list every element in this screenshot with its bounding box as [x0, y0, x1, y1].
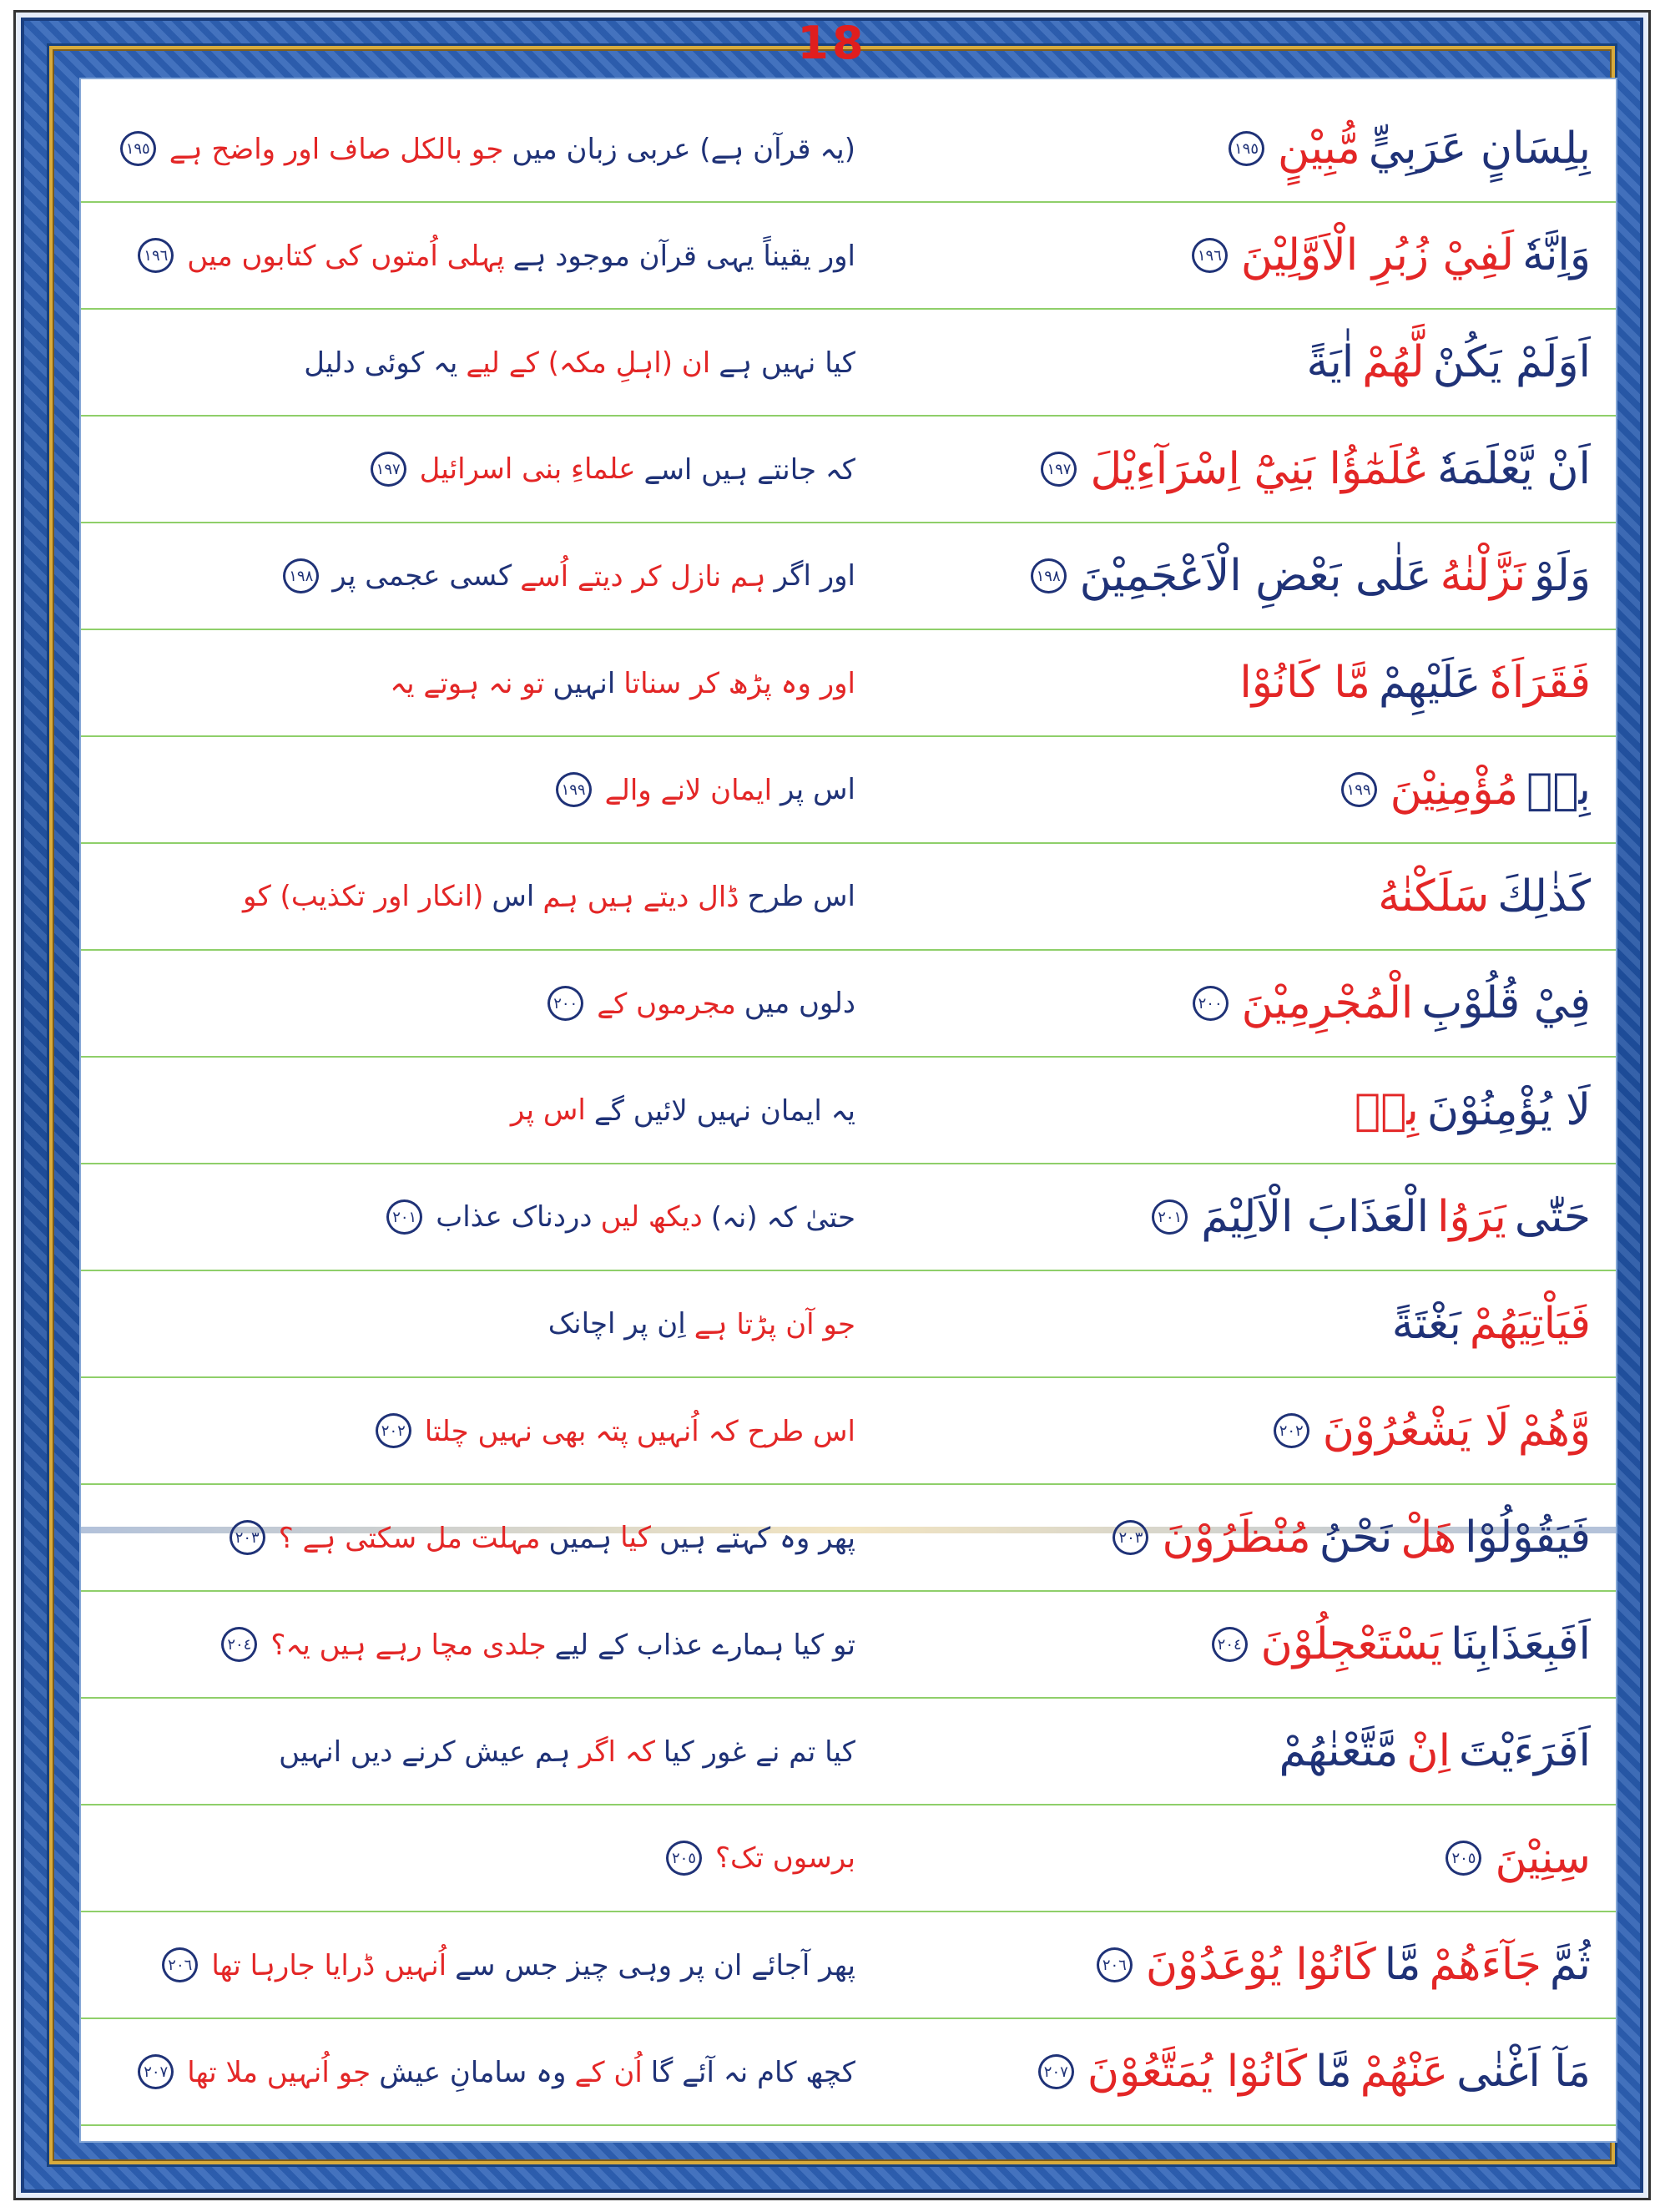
verse-row — [81, 417, 1616, 523]
arabic-text-segment: لَّهُمْ — [1362, 337, 1425, 387]
urdu-text-segment: یہ کوئی دلیل — [304, 346, 458, 380]
arabic-text-segment: مُؤْمِنِيْنَ — [1390, 765, 1519, 815]
urdu-translation — [113, 1805, 855, 1911]
urdu-text-segment: کچھ کام نہ آئے گا — [650, 2055, 855, 2089]
urdu-text-segment: حتیٰ کہ (نہ) — [710, 1200, 855, 1235]
arabic-verse — [881, 523, 1591, 629]
urdu-text-segment: برسوں تک؟ — [715, 1841, 855, 1875]
verse-row — [81, 1805, 1616, 1912]
urdu-text-segment: کسی عجمی پر — [332, 559, 512, 593]
arabic-verse — [881, 2019, 1591, 2124]
page-frame — [13, 10, 1651, 2200]
ayah-number-marker: ٢٠١ — [1152, 1199, 1188, 1235]
arabic-text-segment: اٰيَةً — [1306, 337, 1355, 387]
urdu-translation — [113, 203, 855, 308]
verse-row — [81, 1164, 1616, 1271]
arabic-text-segment: بِلِسَانٍ عَرَبِيٍّ — [1368, 124, 1591, 174]
arabic-text-segment: مُنْظَرُوْنَ — [1162, 1513, 1311, 1563]
arabic-verse — [881, 1164, 1591, 1270]
urdu-text-segment: جلدی مچا رہے ہیں یہ؟ — [270, 1628, 547, 1662]
arabic-text-segment: كَانُوْا يُوْعَدُوْنَ — [1145, 1940, 1376, 1990]
urdu-text-segment: ہم نازل کر دیتے اُسے — [520, 559, 766, 593]
arabic-text-segment: يَسْتَعْجِلُوْنَ — [1260, 1619, 1443, 1669]
ayah-number-marker: ٢٠٥ — [1446, 1841, 1481, 1876]
arabic-verse — [881, 1485, 1591, 1590]
urdu-text-segment: پھر وہ کہتے ہیں — [658, 1521, 855, 1555]
urdu-translation — [113, 417, 855, 522]
urdu-text-segment: اُن کے — [574, 2055, 643, 2089]
urdu-text-segment: کیا — [620, 1521, 651, 1554]
arabic-text-segment: مُّبِيْنٍ — [1278, 124, 1360, 174]
arabic-text-segment: حَتّٰى — [1514, 1192, 1591, 1242]
ayah-number-marker: ٢٠٧ — [1038, 2054, 1074, 2089]
ayah-number-marker: ٢٠١ — [386, 1199, 422, 1235]
arabic-text-segment: نَزَّلْنٰهُ — [1440, 551, 1526, 601]
verse-row — [81, 1485, 1616, 1592]
urdu-text-segment: اور یقیناً یہی قرآن موجود ہے — [512, 239, 855, 273]
urdu-text-segment: دیکھ لیں — [600, 1200, 703, 1234]
urdu-translation — [113, 523, 855, 629]
verse-row — [81, 203, 1616, 310]
arabic-text-segment: فَيَاْتِيَهُمْ — [1469, 1299, 1591, 1349]
urdu-text-segment: تو نہ ہوتے یہ — [390, 666, 545, 700]
urdu-text-segment: پتہ بھی نہیں چلتا — [424, 1414, 628, 1448]
urdu-text-segment: کہ اگر — [578, 1735, 655, 1769]
ayah-number-marker: ٢٠٤ — [1212, 1627, 1248, 1662]
arabic-text-segment: مَّتَّعْنٰهُمْ — [1279, 1726, 1399, 1776]
urdu-text-segment: یہ ایمان نہیں لائیں گے — [593, 1093, 855, 1128]
arabic-text-segment: يَرَوُا — [1437, 1192, 1506, 1242]
page-number: 18 — [797, 17, 867, 69]
ayah-number-marker: ٢٠٤ — [221, 1627, 257, 1662]
urdu-text-segment: علماءِ بنی اسرائیل — [419, 452, 636, 486]
ayah-number-marker: ٢٠٧ — [138, 2054, 174, 2089]
arabic-text-segment: لَا يُؤْمِنُوْنَ — [1426, 1085, 1591, 1135]
arabic-text-segment: مَّا — [1315, 2047, 1352, 2097]
arabic-text-segment: ثُمَّ — [1549, 1940, 1591, 1990]
urdu-text-segment: جو آن پڑتا ہے — [694, 1307, 855, 1341]
ayah-number-marker: ١٩٦ — [1192, 238, 1228, 273]
urdu-text-segment: کہ جانتے ہیں اسے — [643, 452, 855, 487]
urdu-translation — [113, 1699, 855, 1804]
arabic-text-segment: عُلَمٰٓؤُا بَنِيْٓ اِسْرَآءِيْلَ — [1090, 444, 1430, 494]
arabic-text-segment: بِهٖ — [1354, 1085, 1419, 1135]
arabic-verse — [881, 1805, 1591, 1911]
ayah-number-marker: ١٩٥ — [1229, 131, 1264, 166]
urdu-translation — [113, 1378, 855, 1483]
urdu-text-segment: دلوں میں — [744, 987, 855, 1020]
arabic-text-segment: مَّا كَانُوْا — [1239, 658, 1370, 708]
urdu-translation — [113, 630, 855, 735]
arabic-text-segment: جَآءَهُمْ — [1429, 1940, 1541, 1990]
urdu-text-segment: ہم عیش کرنے دیں انہیں — [279, 1735, 571, 1769]
urdu-text-segment: اس طرح کہ اُنہیں — [636, 1414, 855, 1448]
arabic-text-segment: فَيَقُوْلُوْا — [1465, 1513, 1591, 1563]
urdu-text-segment: ڈال دیتے ہیں ہم — [542, 880, 739, 914]
arabic-text-segment: فِيْ قُلُوْبِ — [1421, 978, 1591, 1028]
arabic-verse — [881, 310, 1591, 415]
urdu-text-segment: (انکار اور تکذیب) کو — [243, 880, 484, 913]
urdu-text-segment: ایمان لانے والے — [604, 773, 773, 807]
urdu-translation — [113, 1271, 855, 1376]
urdu-text-segment: اور وہ پڑھ کر سناتا — [623, 666, 855, 700]
arabic-verse — [881, 737, 1591, 842]
urdu-text-segment: مہلت مل سکتی ہے ؟ — [278, 1521, 541, 1555]
urdu-text-segment: اس پر — [510, 1093, 586, 1127]
arabic-verse — [881, 951, 1591, 1056]
urdu-translation — [113, 96, 855, 201]
urdu-text-segment: اس طرح — [747, 880, 855, 913]
arabic-text-segment: بَغْتَةً — [1391, 1299, 1461, 1349]
verse-row — [81, 844, 1616, 951]
arabic-verse — [881, 96, 1591, 201]
arabic-text-segment: هَلْ — [1400, 1513, 1457, 1563]
arabic-text-segment: فَقَرَاَهٗ — [1489, 658, 1591, 708]
urdu-translation — [113, 310, 855, 415]
urdu-translation — [113, 1058, 855, 1163]
urdu-text-segment: دردناک عذاب — [436, 1200, 593, 1234]
ayah-number-marker: ٢٠٦ — [1097, 1947, 1133, 1982]
arabic-text-segment: الْعَذَابَ الْاَلِيْمَ — [1201, 1192, 1430, 1242]
arabic-text-segment: كَانُوْا يُمَتَّعُوْنَ — [1087, 2047, 1308, 2097]
arabic-text-segment: لَفِيْ زُبُرِ الْاَوَّلِيْنَ — [1240, 230, 1515, 280]
arabic-text-segment: وَلَوْ — [1534, 551, 1591, 601]
arabic-verse — [881, 1592, 1591, 1697]
arabic-verse — [881, 844, 1591, 949]
arabic-text-segment: اِنْ — [1406, 1726, 1451, 1776]
urdu-translation — [113, 1912, 855, 2018]
arabic-text-segment: مَّا — [1384, 1940, 1421, 1990]
urdu-translation — [113, 844, 855, 949]
urdu-text-segment: جو بالکل صاف اور واضح ہے — [169, 132, 504, 166]
urdu-text-segment: (یہ قرآن ہے) عربی زبان میں — [512, 132, 855, 166]
ayah-number-marker: ١٩٥ — [120, 131, 156, 166]
urdu-text-segment: وہ سامانِ عیش — [379, 2055, 567, 2089]
arabic-text-segment: نَحْنُ — [1319, 1513, 1393, 1563]
arabic-text-segment: اَنْ يَّعْلَمَهٗ — [1437, 444, 1591, 494]
verse-row — [81, 1912, 1616, 2019]
arabic-text-segment: مَآ اَغْنٰى — [1456, 2047, 1591, 2097]
arabic-verse — [881, 630, 1591, 735]
arabic-text-segment: لَا يَشْعُرُوْنَ — [1322, 1406, 1510, 1456]
verse-row — [81, 1699, 1616, 1805]
ayah-number-marker: ٢٠٠ — [547, 986, 583, 1021]
urdu-text-segment: اس پر — [780, 773, 855, 806]
urdu-text-segment: جو اُنہیں ملا تھا — [187, 2055, 371, 2089]
arabic-text-segment: عَلٰى بَعْضِ الْاَعْجَمِيْنَ — [1079, 551, 1432, 601]
arabic-verse — [881, 203, 1591, 308]
verse-row — [81, 96, 1616, 203]
ayah-number-marker: ٢٠٥ — [666, 1841, 702, 1876]
urdu-text-segment: تو کیا ہمارے عذاب کے لیے — [554, 1628, 855, 1662]
verse-row — [81, 1058, 1616, 1164]
urdu-text-segment: مجرموں کے — [597, 987, 736, 1021]
arabic-text-segment: اَفَرَءَيْتَ — [1459, 1726, 1591, 1776]
ayah-number-marker: ٢٠٣ — [230, 1520, 265, 1555]
arabic-text-segment: عَلَيْهِمْ — [1378, 658, 1481, 708]
arabic-verse — [881, 417, 1591, 522]
urdu-text-segment: پہلی اُمتوں کی کتابوں میں — [187, 239, 505, 273]
urdu-text-segment: اِن پر اچانک — [547, 1307, 686, 1341]
arabic-text-segment: اَفَبِعَذَابِنَا — [1451, 1619, 1591, 1669]
arabic-verse — [881, 1912, 1591, 2018]
arabic-verse — [881, 1058, 1591, 1163]
arabic-text-segment: سِنِيْنَ — [1495, 1833, 1591, 1883]
verse-row — [81, 523, 1616, 630]
urdu-translation — [113, 1164, 855, 1270]
urdu-text-segment: انہیں — [552, 666, 616, 700]
arabic-text-segment: اَوَلَمْ يَكُنْ — [1432, 337, 1591, 387]
verse-row — [81, 737, 1616, 844]
verse-row — [81, 1271, 1616, 1378]
ayah-number-marker: ١٩٦ — [138, 238, 174, 273]
verse-row — [81, 2019, 1616, 2126]
urdu-text-segment: ان (اہلِ مکہ) کے لیے — [466, 346, 711, 380]
urdu-translation — [113, 951, 855, 1056]
ayah-number-marker: ٢٠٣ — [1113, 1520, 1148, 1555]
ayah-number-marker: ١٩٩ — [556, 772, 592, 807]
urdu-text-segment: اس — [492, 880, 535, 913]
verse-row — [81, 1592, 1616, 1699]
verse-row — [81, 630, 1616, 737]
ayah-number-marker: ١٩٧ — [1041, 452, 1077, 487]
arabic-text-segment: وَّهُمْ — [1517, 1406, 1591, 1456]
ayah-number-marker: ١٩٨ — [283, 558, 319, 593]
arabic-text-segment: الْمُجْرِمِيْنَ — [1241, 978, 1414, 1028]
ayah-number-marker: ٢٠٢ — [1274, 1413, 1309, 1448]
ayah-number-marker: ٢٠٢ — [376, 1413, 411, 1448]
urdu-text-segment: کیا تم نے غور کیا — [663, 1735, 855, 1769]
ayah-number-marker: ٢٠٠ — [1193, 986, 1229, 1021]
urdu-text-segment: کیا نہیں ہے — [719, 346, 855, 380]
translation-table — [79, 78, 1617, 2143]
verse-row — [81, 951, 1616, 1058]
ayah-number-marker: ١٩٩ — [1341, 772, 1377, 807]
urdu-translation — [113, 2019, 855, 2124]
arabic-text-segment: وَاِنَّهٗ — [1522, 230, 1591, 280]
urdu-text-segment: اُنہیں ڈرایا جارہا تھا — [211, 1948, 447, 1982]
ayah-number-marker: ١٩٧ — [371, 452, 406, 487]
arabic-text-segment: كَذٰلِكَ — [1497, 871, 1591, 922]
arabic-text-segment: عَنْهُمْ — [1360, 2047, 1449, 2097]
verse-row — [81, 310, 1616, 417]
arabic-text-segment: بِهٖ — [1526, 765, 1591, 815]
ayah-number-marker: ٢٠٦ — [162, 1947, 198, 1982]
urdu-translation — [113, 1485, 855, 1590]
ayah-number-marker: ١٩٨ — [1031, 558, 1067, 593]
urdu-text-segment: ہمیں — [548, 1521, 613, 1555]
arabic-verse — [881, 1378, 1591, 1483]
verse-row — [81, 1378, 1616, 1485]
arabic-text-segment: سَلَكْنٰهُ — [1378, 871, 1490, 922]
urdu-translation — [113, 737, 855, 842]
arabic-verse — [881, 1271, 1591, 1376]
arabic-verse — [881, 1699, 1591, 1804]
urdu-text-segment: پھر آجائے ان پر وہی چیز جس سے — [455, 1948, 855, 1982]
urdu-translation — [113, 1592, 855, 1697]
urdu-text-segment: اور اگر — [774, 559, 855, 593]
